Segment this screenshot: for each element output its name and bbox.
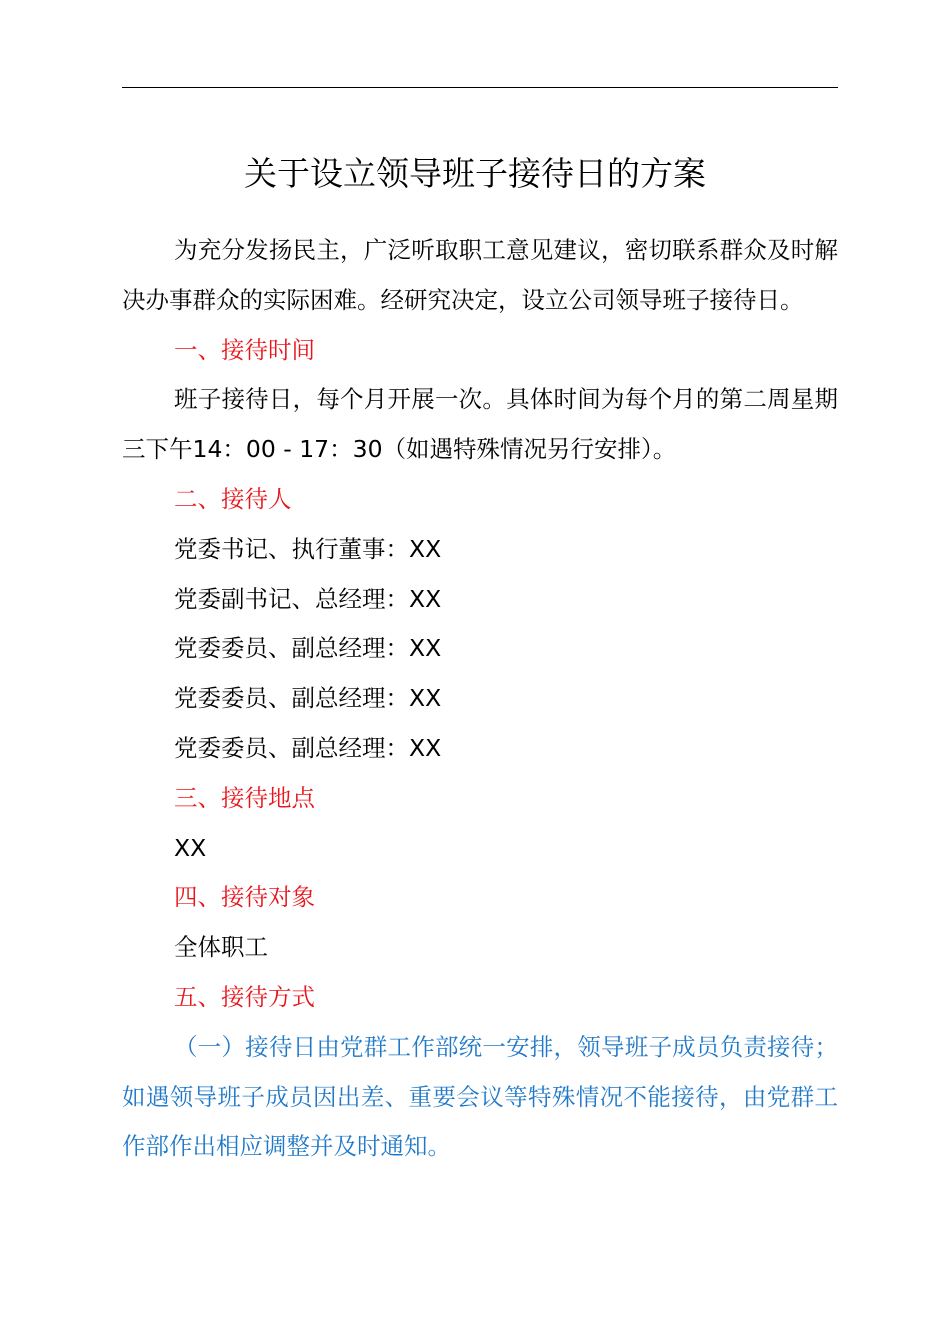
section-content-method: （一）接待日由党群工作部统一安排，领导班子成员负责接待；如遇领导班子成员因出差、重要会议等特殊情况不能接待，由党群工作部作出相应调整并及时通知。	[122, 1032, 838, 1161]
section-heading-receivers: 二、接待人	[174, 484, 292, 513]
section-heading-time: 一、接待时间	[174, 335, 315, 364]
header-rule	[122, 87, 838, 88]
section-heading-method: 五、接待方式	[174, 982, 315, 1011]
section-content-time: 班子接待日，每个月开展一次。具体时间为每个月的第二周星期三下午14：00 - 17：30（如遇特殊情况另行安排）。	[122, 385, 838, 464]
section-heading-location: 三、接待地点	[174, 783, 315, 812]
intro-paragraph: 为充分发扬民主，广泛听取职工意见建议，密切联系群众及时解决办事群众的实际困难。经研究决定，设立公司领导班子接待日。	[122, 236, 838, 314]
section-content-location: XX	[174, 833, 207, 862]
section-content-audience: 全体职工	[174, 933, 268, 962]
receiver-item: 党委委员、副总经理：XX	[174, 684, 442, 713]
receiver-item: 党委副书记、总经理：XX	[174, 584, 442, 613]
document-body	[122, 226, 838, 1172]
receiver-item: 党委委员、副总经理：XX	[174, 733, 442, 762]
receiver-item: 党委书记、执行董事：XX	[174, 534, 442, 563]
document-title: 关于设立领导班子接待日的方案	[244, 154, 706, 193]
section-heading-audience: 四、接待对象	[174, 883, 315, 912]
receiver-item: 党委委员、副总经理：XX	[174, 634, 442, 663]
